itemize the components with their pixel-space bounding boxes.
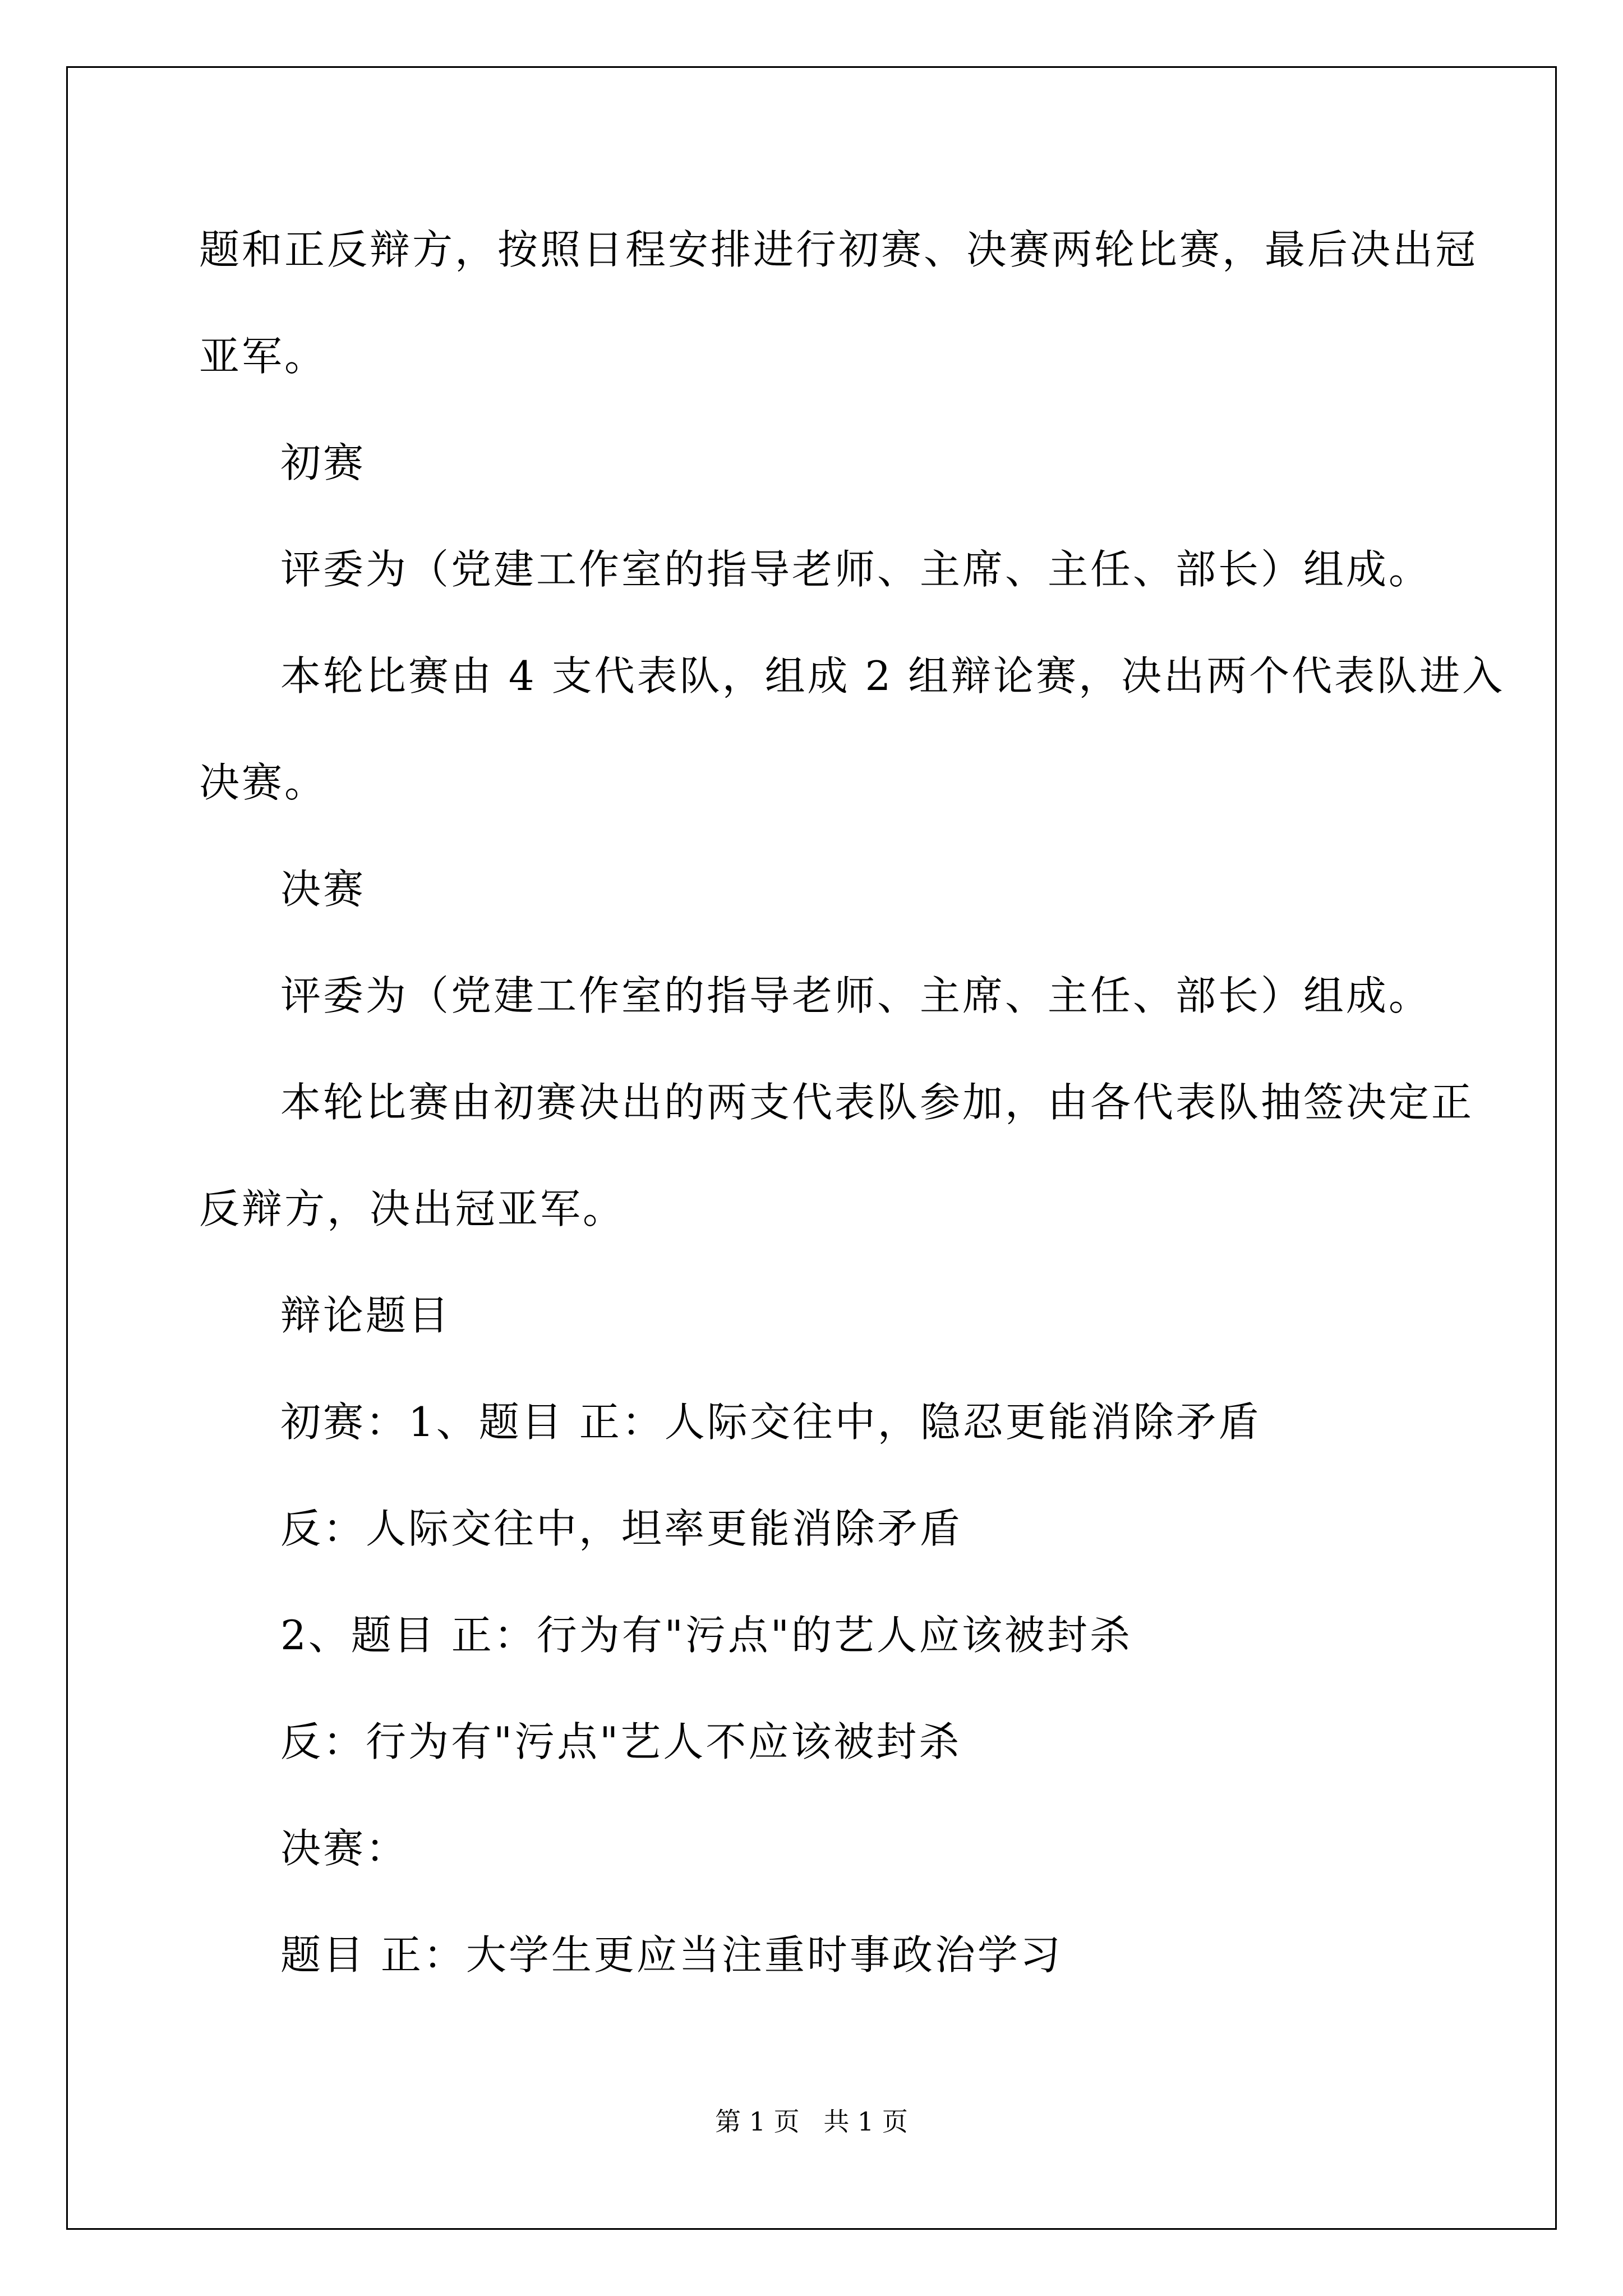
topic-line: 决赛： <box>280 1825 409 1872</box>
section-heading-preliminary: 初赛 <box>280 439 366 486</box>
topic-line: 初赛：1、题目 正：人际交往中，隐忍更能消除矛盾 <box>280 1398 1261 1446</box>
paragraph-line: 评委为（党建工作室的指导老师、主席、主任、部长）组成。 <box>280 546 1432 593</box>
paragraph-line: 本轮比赛由初赛决出的两支代表队参加，由各代表队抽签决定正 <box>280 1079 1474 1126</box>
paragraph-line: 本轮比赛由 4 支代表队，组成 2 组辩论赛，决出两个代表队进入 <box>280 652 1505 700</box>
topic-line: 题目 正：大学生更应当注重时事政治学习 <box>280 1931 1063 1978</box>
section-heading-topics: 辩论题目 <box>280 1292 451 1339</box>
topic-line: 反：行为有"污点"艺人不应该被封杀 <box>280 1718 962 1765</box>
paragraph-line: 题和正反辩方，按照日程安排进行初赛、决赛两轮比赛，最后决出冠 <box>199 226 1478 273</box>
paragraph-line: 评委为（党建工作室的指导老师、主席、主任、部长）组成。 <box>280 972 1432 1019</box>
page-number-total: 共 1 页 <box>823 2106 908 2137</box>
page-number-current: 第 1 页 <box>715 2106 800 2137</box>
topic-line: 2、题目 正：行为有"污点"的艺人应该被封杀 <box>280 1612 1132 1659</box>
paragraph-line: 亚军。 <box>199 333 328 380</box>
topic-line: 反：人际交往中，坦率更能消除矛盾 <box>280 1505 963 1552</box>
section-heading-final: 决赛 <box>280 866 366 913</box>
paragraph-line: 决赛。 <box>199 759 328 806</box>
page-border <box>66 66 1557 2230</box>
paragraph-line: 反辩方，决出冠亚军。 <box>199 1185 626 1232</box>
page-footer <box>0 2106 1623 2137</box>
